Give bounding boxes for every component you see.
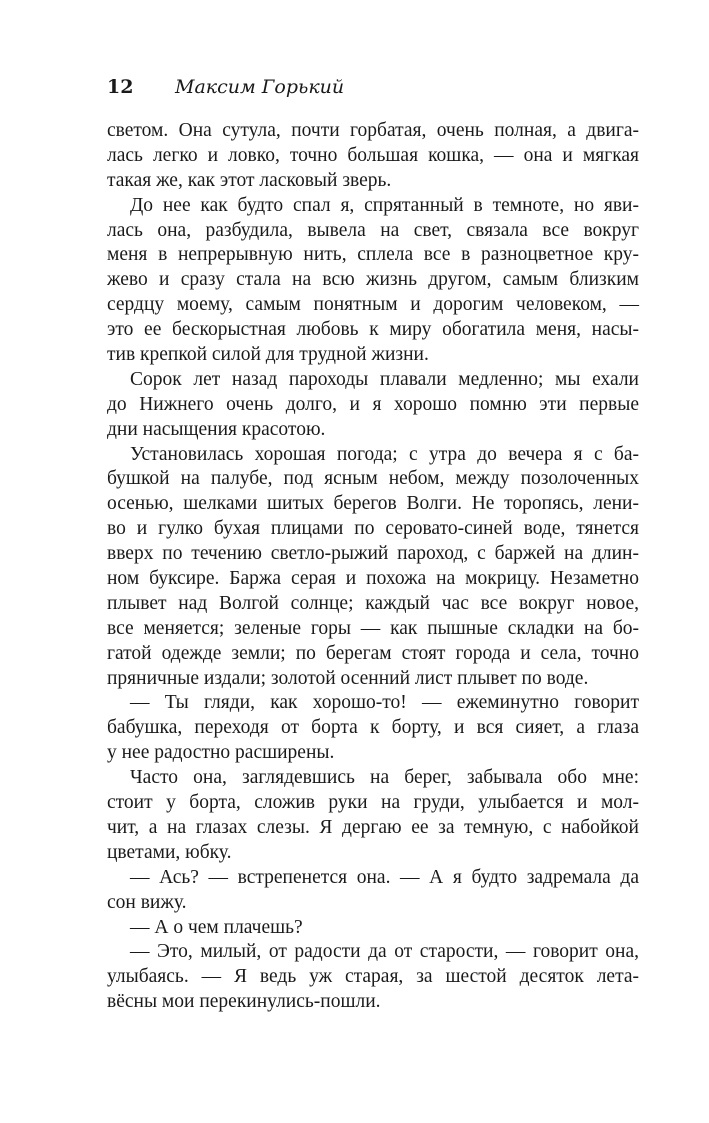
text-line: До нее как будто спал я, спрятанный в темноте, но яви- [130,194,639,216]
text-line: сердцу моему, самым понятным и дорогим человеком, — [107,294,639,316]
text-line: жево и сразу стала на всю жизнь другом, самым близким [107,269,639,291]
text-line: Установилась хорошая погода; с утра до вечера я с ба- [130,443,639,465]
text-line: вёсны мои перекинулись-пошли. [107,991,381,1013]
text-line: Сорок лет назад пароходы плавали медленно; мы ехали [130,368,639,390]
text-line: лась она, разбудила, вывела на свет, связала все вокруг [107,219,639,241]
text-line: бушкой на палубе, под ясным небом, между позолоченных [107,468,639,490]
text-line: тив крепкой силой для трудной жизни. [107,344,429,366]
text-line: — Ты гляди, как хорошо-то! — ежеминутно говорит [130,692,639,714]
text-line: сон вижу. [107,891,187,913]
text-line: бабушка, переходя от борта к борту, и вся сияет, а глаза [107,717,639,739]
text-line: — А о чем плачешь? [130,916,303,938]
text-line: гатой одежде земли; по берегам стоят города и села, точно [107,642,639,664]
text-line: цветами, юбку. [107,841,232,863]
text-line: — Ась? — встрепенется она. — А я будто задремала да [130,866,639,888]
text-line: светом. Она сутула, почти горбатая, очень полная, а двига- [107,120,639,141]
running-head [107,72,639,102]
text-line: — Это, милый, от радости да от старости, — говорит она, [130,941,639,963]
text-line: плывет над Волгой солнце; каждый час все вокруг новое, [107,592,639,614]
author-name: Максим Горький [175,76,345,98]
text-line: стоит у борта, сложив руки на груди, улыбается и мол- [107,792,639,814]
text-line: у нее радостно расширены. [107,742,335,764]
text-line: во и гулко бухая плицами по серовато-синей воде, тянется [107,518,639,540]
text-line: осенью, шелками шитых берегов Волги. Не торопясь, лени- [107,493,639,515]
text-line: такая же, как этот ласковый зверь. [107,169,392,191]
text-line: чит, а на глазах слезы. Я дергаю ее за темную, с набойкой [107,816,639,838]
text-line: пряничные издали; золотой осенний лист плывет по воде. [107,667,589,689]
text-line: ном буксире. Баржа серая и похожа на мокрицу. Незаметно [107,568,639,590]
text-line: улыбаясь. — Я ведь уж старая, за шестой десяток лета- [107,966,639,988]
text-line: Часто она, заглядевшись на берег, забывала обо мне: [130,767,639,789]
text-line: это ее бескорыстная любовь к миру обогатила меня, насы- [107,319,639,341]
text-line: дни насыщения красотою. [107,418,326,440]
page-number: 12 [107,76,134,98]
text-line: все меняется; зеленые горы — как пышные складки на бо- [107,617,639,639]
text-line: лась легко и ловко, точно большая кошка, — она и мягкая [107,144,639,166]
text-line: до Нижнего очень долго, и я хорошо помню эти первые [107,393,639,415]
body-text [107,119,639,1015]
text-line: вверх по течению светло-рыжий пароход, с баржей на длин- [107,543,639,565]
text-line: меня в непрерывную нить, сплела все в разноцветное кру- [107,244,639,266]
